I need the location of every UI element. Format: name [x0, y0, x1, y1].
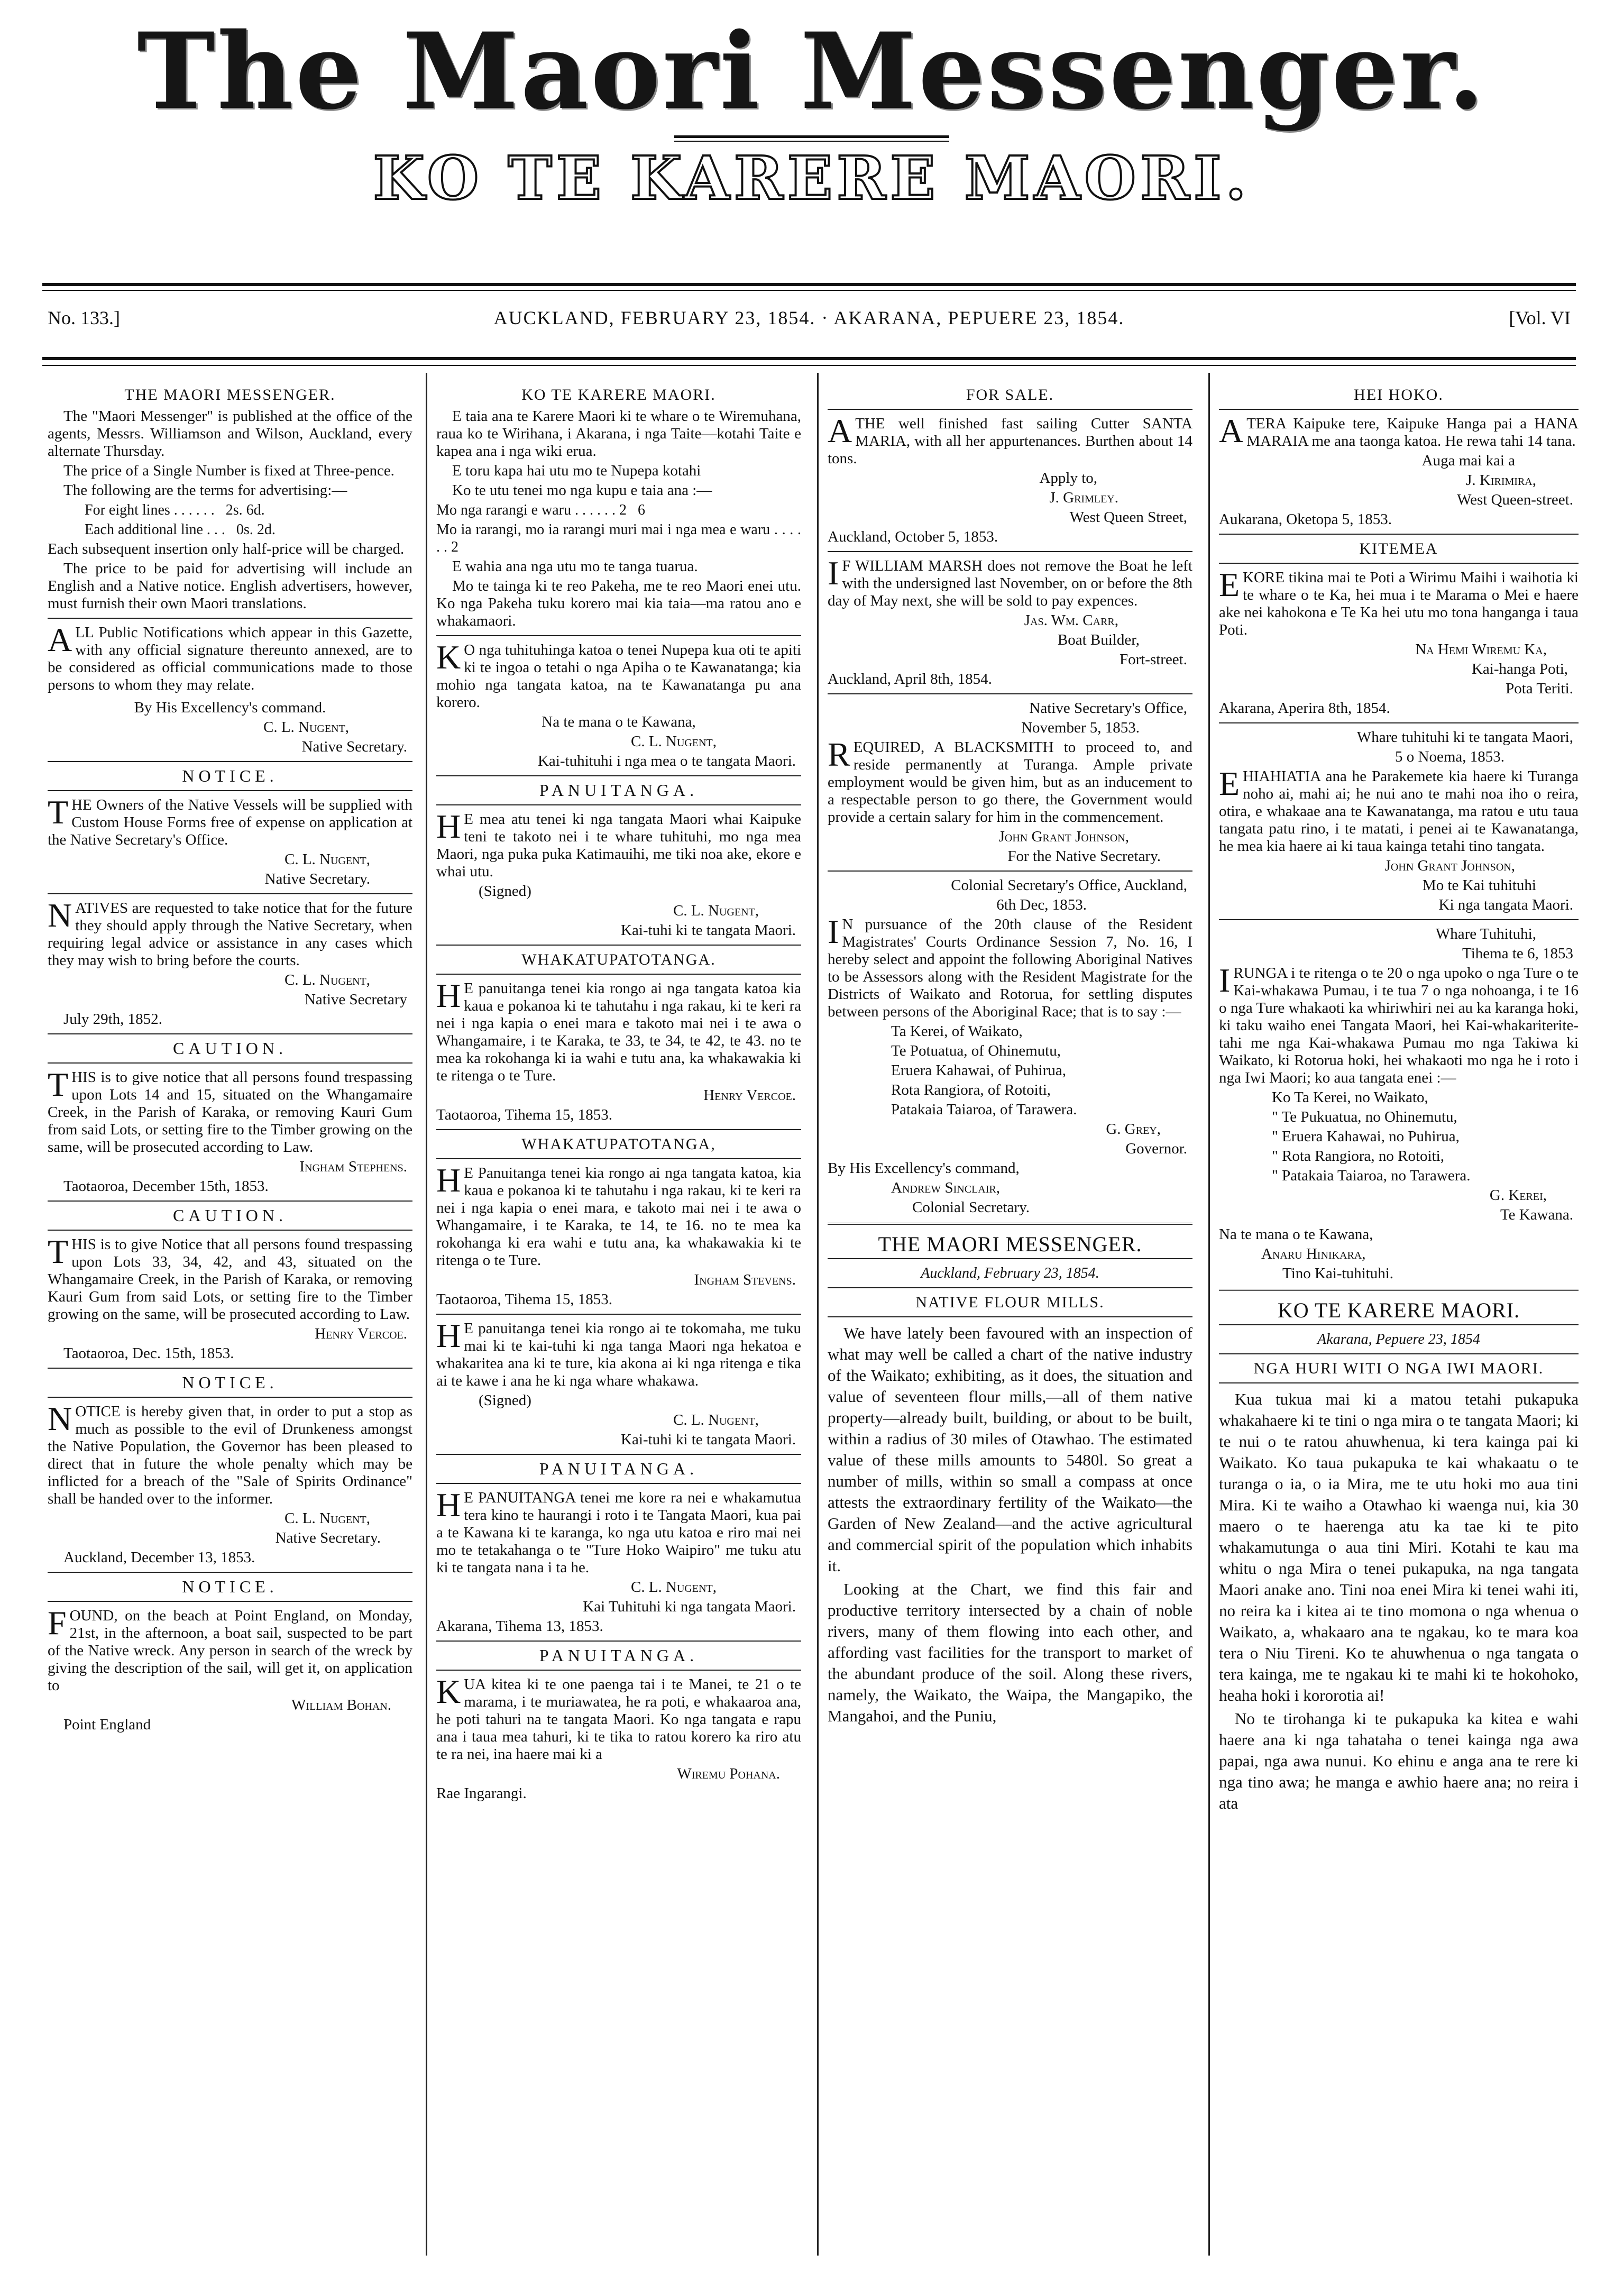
signature-title: Kai-hanga Poti, [1471, 661, 1568, 677]
signature: J. Grimley. [1049, 489, 1118, 506]
assessor-name: Rota Rangiora, of Rotoiti, [891, 1082, 1051, 1098]
signature-title: Te Kawana. [1500, 1206, 1573, 1223]
heading-panuitanga: PANUITANGA. [539, 1459, 699, 1478]
panuitanga-sail: KUA kitea ki te one paenga tai i te Manei, te 21 o te marama, i te muriawatea, he ra poti, e whakaaroa ana, he poti tahuri na te tangata Maori. Ko nga tangata e rapu ana i taua mea tahuri, ki te tika to ratou korero ka riro atu te ra nei, ina haere mai ki a [436, 1673, 801, 1763]
divider [828, 1316, 1192, 1317]
terms-text: Each subsequent insertion only half-price will be charged. [48, 540, 405, 557]
terms-intro-maori: Ko te utu tenei mo nga kupu e taia ana :— [452, 482, 712, 499]
divider [436, 1483, 801, 1484]
address: West Queen Street, [1069, 509, 1187, 526]
signed-label: (Signed) [479, 883, 531, 900]
rate-row: Mo nga rarangi e waru . . . . . . 2 6 [436, 502, 646, 518]
signature: J. Kirimira, [1466, 472, 1536, 489]
signature: John Grant Johnson, [998, 828, 1129, 845]
terms-text: The price to be paid for advertising will include an English and a Native notice. English advertisers, however, must furnish their own Maori translations. [48, 560, 412, 612]
heading-caution: CAUTION. [173, 1039, 287, 1058]
notice-natives: NATIVES are requested to take notice that for the future they should apply through the Native Secretary, when requiring legal advice or assistance in any cases which they may wish to bring before the courts. [48, 896, 412, 969]
column-rule-1 [426, 373, 427, 2256]
notice-date: Auckland, April 8th, 1854. [828, 671, 992, 688]
signature: Na Hemi Wiremu Ka, [1415, 641, 1547, 658]
divider [48, 790, 412, 791]
notice-date: Auckland, December 13, 1853. [63, 1549, 255, 1566]
address: Fort-street. [1119, 651, 1187, 668]
divider [48, 1230, 412, 1231]
divider [436, 945, 801, 946]
signature: John Grant Johnson, [1384, 857, 1515, 874]
heading-kitemea: KITEMEA [1359, 540, 1438, 557]
assessor-name: " Patakaia Taiaroa, no Tarawera. [1272, 1167, 1471, 1184]
dateline-rule-thin [42, 365, 1576, 366]
column-2 [436, 381, 801, 2263]
notice-vessels: THE Owners of the Native Vessels will be supplied with Custom House Forms free of expense on application at the Native Secretary's Office. [48, 793, 412, 848]
divider [436, 1641, 801, 1642]
signature-title: Ki nga tangata Maori. [1438, 896, 1573, 913]
divider [48, 1368, 412, 1369]
divider [1219, 919, 1579, 920]
signature-title: Native Secretary. [301, 738, 407, 755]
divider [828, 551, 1192, 552]
panuitanga-drink: HE PANUITANGA tenei me kore ra nei e whakamutua tera kino te haurangi i roto i te Tangata Maori, kua pai a te Kawana ki te karanga, ko nga utu katoa e riro mai nei mo te tetakahanga o te "Ture Hoko Waipiro" me tuku atu ki te tangata nana i ta he. [436, 1486, 801, 1576]
signature: C. L. Nugent, [284, 1510, 370, 1527]
assessor-name: Te Potuatua, of Ohinemutu, [891, 1042, 1061, 1059]
issue-date: AUCKLAND, FEBRUARY 23, 1854. · AKARANA, PEPUERE 23, 1854. [493, 307, 1125, 328]
heading-caution: CAUTION. [173, 1206, 287, 1225]
command-line: By His Excellency's command. [134, 699, 326, 716]
masthead-divider [674, 135, 949, 142]
terms-intro: The following are the terms for advertising:— [63, 482, 347, 499]
signature: Wiremu Pohana. [677, 1765, 780, 1782]
signature-title: Mo te Kai tuhituhi [1422, 877, 1536, 894]
heading-native-flour-mills: NATIVE FLOUR MILLS. [915, 1294, 1105, 1311]
notice-assessors: IN pursuance of the 20th clause of the Resident Magistrates' Courts Ordinance Session 7, No. 16, I hereby select and appoint the following Aboriginal Natives to be Assessors along with the Resident Magistrate for the Districts of Waikato and Rotorua, for settling disputes between persons of the Aboriginal Race; that is to say :— [828, 913, 1192, 1020]
top-rule [42, 283, 1576, 286]
panuitanga-vessels: HE mea atu tenei ki nga tangata Maori whai Kaipuke teni te takoto nei i te whare tuhituhi, mo nga mea Maori, nga puka puka Katimauihi, me tiki noa ake, ekore e whai utu. [436, 808, 801, 880]
address: West Queen-street. [1457, 491, 1573, 508]
editorial-paragraph: We have lately been favoured with an inspection of what may well be called a chart of the native industry of the Waikato; exhibiting, as it does, the situation and value of seventeen flour mills,—all of them native property—already built, building, or about to be built, within a radius of 30 miles of Otawhao. The estimated value of these mills amounts to 5480l. So great a number of mills, within so small a compass at once attests the extraordinary fertility of the Waikato—the Garden of New Zealand—and the active agricultural and commercial spirit of the population which inhabits it. [828, 1324, 1192, 1575]
heading-hei-hoko: HEI HOKO. [1354, 386, 1444, 404]
divider [1219, 1289, 1579, 1291]
notice-date: Taotaoroa, Dec. 15th, 1853. [63, 1345, 234, 1362]
for-sale-cutter: ATHE well finished fast sailing Cutter SANTA MARIA, with all her appurtenances. Burthen about 14 tons. [828, 412, 1192, 467]
apply-to: Apply to, [1039, 470, 1097, 487]
heading-notice: NOTICE. [182, 766, 278, 785]
signature: Ingham Stephens. [299, 1158, 407, 1175]
masthead-title-maori: KO TE KARERE MAORI. [373, 144, 1251, 213]
divider [48, 1572, 412, 1573]
signature-title: Native Secretary. [264, 870, 370, 887]
signature-title: Boat Builder, [1057, 631, 1140, 648]
notice-boat: IF WILLIAM MARSH does not remove the Boat he left with the undersigned last November, on or before the 8th day of May next, she will be sold to pay expences. [828, 554, 1192, 609]
dateline [42, 307, 1576, 338]
whakatupatotanga-14: HE Panuitanga tenei kia rongo ai nga tangata katoa, kia kaua e pokanoa ki te tahutahu i nga rakau, ki te keri ra nei i nga kapia o enei mara, e takoto mai nei i te awa o Whangamaire, i te Karaka, te 14, te 16. no te mea ka rokohanga ki era wahi e tutu ana, ka whakawakia ki te ritenga o te Ture. [436, 1161, 801, 1269]
notice-date: Taotaoroa, Tihema 15, 1853. [436, 1106, 613, 1123]
assessor-name: Ta Kerei, of Waikato, [891, 1023, 1023, 1040]
heading-maori-messenger: THE MAORI MESSENGER. [124, 386, 336, 404]
editorial-paragraph: Looking at the Chart, we find this fair and productive territory intersected by a chain of noble rivers, many of them flowing into each other, and affording vast facilities for the transport to market of the abundant produce of the soil. Along these rivers, namely, the Waikato, the Waipa, the Mangapiko, the Mangahoi, and the Puniu, [828, 1580, 1192, 1725]
office-line: Native Secretary's Office, [1029, 700, 1187, 717]
signature-title: Kai-tuhi ki te tangata Maori. [621, 922, 796, 939]
divider [828, 693, 1192, 694]
signature: C. L. Nugent, [630, 733, 717, 750]
public-notifications-maori: KO nga tuhituhinga katoa o tenei Nupepa kua oti te apiti ki te ingoa o tetahi o nga Apiha o te Kawanatanga; kia mohio nga tangata katoa, na te Kawanatanga pu ana korero. [436, 638, 801, 711]
rate-row: For eight lines . . . . . . 2s. 6d. [85, 502, 265, 518]
signature: Henry Vercoe. [703, 1087, 796, 1104]
column-3 [828, 381, 1192, 2263]
price-notice-maori: E toru kapa hai utu mo te Nupepa kotahi [452, 462, 701, 479]
divider [436, 974, 801, 975]
editorial-paragraph: Kua tukua mai ki a matou tetahi pukapuka whakahaere ki te tini o nga mira o te tangata Maori; ki te nui o te ratou ahuwhenua, ki tera kainga pai ki Waikato. Ko taua pukapuka te kai whakaatu o te turanga o ia, o ia Mira, me te utu hoki mo aua tini Mira. Ki te waiho a Otawhao ki waenga nui, kia 30 maero o te haerenga atu ka tae ki te pito whakamutunga o aua tini Miri. Kotahi te kau ma whitu o nga Mira o tenei pukapuka, na nga tangata Maori anake ano. Tini noa enei Mira ki tenei wahi iti, no reira ka i kitea ai te tino momona o nga whenua o Waikato, a, whakaaro ana te ngakau, ko te mara koa tera o Niu Tireni. Ko te ahuwhenua o nga tangata o tera kainga, me te ngakau ki te mahi ki te hokohoko, heaha hoki i kororotia ai! [1219, 1390, 1579, 1704]
assessor-name: " Te Pukuatua, no Ohinemutu, [1272, 1108, 1457, 1125]
signature-title: Native Secretary [304, 991, 407, 1008]
apply-to: Auga mai kai a [1421, 452, 1515, 469]
divider [48, 1397, 412, 1398]
assessor-name: " Rota Rangiora, no Rotoiti, [1272, 1148, 1444, 1165]
column-1 [48, 381, 412, 2263]
divider [828, 1287, 1192, 1288]
masthead-title-english: The Maori Messenger. [137, 10, 1487, 133]
command-line: Na te mana o te Kawana, [542, 713, 696, 730]
divider [48, 893, 412, 894]
divider [828, 870, 1192, 872]
notice-date: Auckland, October 5, 1853. [828, 528, 998, 545]
signature-title: For the Native Secretary. [1007, 848, 1161, 865]
signature-title: Kai-tuhi ki te tangata Maori. [621, 1431, 796, 1448]
signature: C. L. Nugent, [284, 972, 370, 988]
divider [436, 1454, 801, 1455]
divider [828, 1258, 1192, 1259]
divider [1219, 563, 1579, 564]
signature: Henry Vercoe. [315, 1325, 407, 1342]
heading-notice: NOTICE. [182, 1577, 278, 1596]
issue-number: No. 133.] [48, 307, 120, 328]
top-rule-thin [42, 290, 1576, 291]
notice-date: Taotaoroa, December 15th, 1853. [63, 1178, 269, 1195]
signature: G. Kerei, [1489, 1187, 1547, 1204]
heading-whakatupatotanga: WHAKATUPATOTANGA, [521, 1135, 716, 1153]
notice-place: Rae Ingarangi. [436, 1785, 527, 1802]
editorial-dateline: Akarana, Pepuere 23, 1854 [1317, 1331, 1480, 1348]
heading-notice: NOTICE. [182, 1373, 278, 1392]
divider [48, 1200, 412, 1202]
divider [436, 1670, 801, 1671]
divider [828, 409, 1192, 410]
heading-karere-maori-editorial: KO TE KARERE MAORI. [1277, 1298, 1520, 1322]
caution-lots-33: THIS is to give Notice that all persons found trespassing upon Lots 33, 34, 42, and 43, situated on the Whangamaire Creek, in the Parish of Karaka, or removing Kauri Gum from said Lots, or setting fire to the Timber growing on the same, will be prosecuted according to Law. [48, 1233, 412, 1323]
heading-panuitanga: PANUITANGA. [539, 781, 699, 800]
assessor-name: Eruera Kahawai, of Puhirua, [891, 1062, 1066, 1079]
divider [436, 775, 801, 776]
signature: C. L. Nugent, [673, 1412, 759, 1428]
command-line: Na te mana o te Kawana, [1219, 1226, 1373, 1243]
price-notice: The price of a Single Number is fixed at Three-pence. [63, 462, 394, 479]
notice-date: Taotaoroa, Tihema 15, 1853. [436, 1291, 613, 1308]
divider [436, 1158, 801, 1159]
divider [1219, 722, 1579, 723]
divider [1219, 1353, 1579, 1354]
notice-date: Akarana, Aperira 8th, 1854. [1219, 700, 1390, 717]
divider [436, 1129, 801, 1130]
divider [436, 635, 801, 636]
heading-for-sale: FOR SALE. [966, 386, 1054, 404]
signature: William Bohan. [291, 1697, 391, 1713]
divider [1219, 409, 1579, 410]
notice-found-sail: FOUND, on the beach at Point England, on Monday, 21st, in the afternoon, a boat sail, suspected to be part of the Native wreck. Any person in search of the wreck by giving the description of the sail, will get it, on application to [48, 1604, 412, 1694]
signature: Ingham Stevens. [694, 1271, 796, 1288]
signature-title: Native Secretary. [275, 1529, 381, 1546]
notice-date: Akarana, Tihema 13, 1853. [436, 1618, 603, 1635]
divider [1219, 1382, 1579, 1383]
divider [48, 1601, 412, 1602]
signature-title: Kai Tuhituhi ki nga tangata Maori. [583, 1598, 796, 1615]
signature: C. L. Nugent, [263, 719, 349, 736]
editorial-dateline: Auckland, February 23, 1854. [921, 1265, 1099, 1281]
divider [436, 1314, 801, 1315]
terms-text-maori: Mo te tainga ki te reo Pakeha, me te reo Maori enei utu. Ko nga Pakeha tuku korero mai kia taia—ma ratou ano e whakamaori. [436, 578, 801, 629]
signature: G. Grey, [1106, 1121, 1161, 1138]
rate-row: Mo ia rarangi, mo ia rarangi muri mai i nga mea e waru . . . . . . 2 [436, 521, 801, 555]
whakatupatotanga-33: HE panuitanga tenei kia rongo ai nga tangata katoa kia kaua e pokanoa ki te tahutahu i nga rakau, ki te keri ra nei i nga kapia o enei mara e takoto mai nei i te awa o Whangamaire, i te Karaka, te 33, te 34, te 42, te 43. no te mea ka rokohanga ki ia wahi e tutu ana, ka whakawakia ki te ritenga o te Ture. [436, 977, 801, 1084]
signed-label: (Signed) [479, 1392, 531, 1409]
divider [48, 1033, 412, 1034]
notice-date: July 29th, 1852. [63, 1011, 162, 1028]
signature: C. L. Nugent, [630, 1579, 717, 1596]
notice-kai-whakariterite: IRUNGA i te ritenga o te 20 o nga upoko o nga Ture o te Kai-whakawa Pumau, i te tua 7 o nga nohoanga, i te 16 o nga Ture whakaoti ka whiriwhiri nei au ka karanga hoki, ki taku waiho enei Tangata Maori, hei Kai-whakariterite-tahi me nga Kai-whakawa Pumau mo nga Takiwa ki Waikato, ki Rotorua hoki, hei whakaoti mo nga he i roto i nga Iwi Maori; ko aua tangata enei :— [1219, 961, 1579, 1086]
panuitanga-fines: HE panuitanga tenei kia rongo ai te tokomaha, me tuku mai ki te kai-tuhi ki nga tanga Maori nga hekatoa e whakaritea ana ki te ture, kia akona ai ki nga ritenga e tika ai te kawe i ana he ki nga whare whakawa. [436, 1317, 801, 1389]
command-line: By His Excellency's command, [828, 1160, 1020, 1177]
signature-title: Kai-tuhituhi i nga mea o te tangata Maori. [537, 753, 796, 769]
publication-notice: The "Maori Messenger" is published at the office of the agents, Messrs. Williamson and Wilson, Auckland, every alternate Thursday. [48, 408, 412, 460]
public-notifications: ALL Public Notifications which appear in this Gazette, with any official signature thereunto annexed, are to be considered as official communications made to those persons to whom they may relate. [48, 621, 412, 693]
column-rule-2 [817, 373, 819, 2256]
notice-date: Tihema te 6, 1853 [1462, 945, 1573, 962]
dateline-rule [42, 357, 1576, 360]
office-line: Colonial Secretary's Office, Auckland, [951, 877, 1187, 894]
signature-title: Tino Kai-tuhituhi. [1282, 1265, 1394, 1282]
divider [1219, 534, 1579, 535]
kitemea-boat: EKORE tikina mai te Poti a Wirimu Maihi i waihotia ki te whare o te Ka, hei mua i te Marama o Mei e haere ake nei kahokona e Te Ka hei utu mo tona hanganga i taua Poti. [1219, 566, 1579, 638]
address: Pota Teriti. [1506, 680, 1573, 697]
column-4 [1219, 381, 1579, 2263]
divider [828, 1223, 1192, 1225]
column-rule-3 [1208, 373, 1210, 2256]
heading-karere-maori: KO TE KARERE MAORI. [521, 386, 716, 404]
signature-title: Governor. [1125, 1140, 1187, 1157]
divider [1219, 1324, 1579, 1325]
masthead [63, 10, 1560, 213]
divider [48, 1062, 412, 1064]
notice-date: 5 o Noema, 1853. [1395, 748, 1504, 765]
notice-parakemete: EHIAHIATIA ana he Parakemete kia haere ki Turanga noho ai, mahi ai; he nui ano te mahi noa iho o reira, otira, e whakaae ana te Kawanatanga, ma ratou e utu taua tangata patu rino, i te matati, i penei ai te Kawanatanga, he mea kia haere ai ki taua kainga tetahi tino tangata. [1219, 765, 1579, 855]
heading-whakatupatotanga: WHAKATUPATOTANGA. [521, 951, 716, 968]
terms-text-maori: E wahia ana nga utu mo te tanga tuarua. [452, 558, 698, 575]
notice-drunkenness: NOTICE is hereby given that, in order to put a stop as much as possible to the evil of Drunkeness amongst the Native Population, the Governor has been pleased to direct that in future the whole penalty which may be inflicted for a breach of the "Sale of Spirits Ordinance" shall be handed over to the informer. [48, 1400, 412, 1507]
office-line: Whare Tuhituhi, [1435, 925, 1536, 942]
heading-maori-messenger-editorial: THE MAORI MESSENGER. [878, 1232, 1142, 1256]
heading-nga-huri-witi: NGA HURI WITI O NGA IWI MAORI. [1253, 1360, 1544, 1377]
notice-place: Point England [63, 1716, 151, 1733]
signature: C. L. Nugent, [284, 851, 370, 868]
volume-number: [Vol. VI [1509, 307, 1571, 328]
notice-blacksmith: REQUIRED, A BLACKSMITH to proceed to, and reside permanently at Turanga. Ample private employment would be given him, but as an inducement to a respectable person to go there, the Government would provide a certain salary for him in the commencement. [828, 736, 1192, 826]
publication-notice-maori: E taia ana te Karere Maori ki te whare o te Wiremuhana, raua ko te Wirihana, i Akarana, i nga Taite—kotahi Taite e kapea ana i nga wiki erua. [436, 408, 801, 460]
signature: Andrew Sinclair, [891, 1179, 1000, 1196]
notice-date: November 5, 1853. [1021, 719, 1140, 736]
assessor-name: Ko Ta Kerei, no Waikato, [1272, 1089, 1428, 1106]
signature: C. L. Nugent, [673, 902, 759, 919]
divider [48, 618, 412, 619]
heading-panuitanga: PANUITANGA. [539, 1646, 699, 1665]
editorial-paragraph: No te tirohanga ki te pukapuka ka kitea e wahi haere ana ki nga tahataha o tenei kainga nga awa papai, nga awa nunui. Ko ehinu e anga ana te rere ki nga tino awa; he manga e awhio haere ana; no reira i ata [1219, 1709, 1579, 1812]
assessor-name: Patakaia Taiaroa, of Tarawera. [891, 1101, 1077, 1118]
assessor-name: " Eruera Kahawai, no Puhirua, [1272, 1128, 1460, 1145]
caution-lots-14: THIS is to give notice that all persons found trespassing upon Lots 14 and 15, situated on the Whangamaire Creek, in the Parish of Karaka, or removing Kauri Gum from said Lots, or setting fire to the Timber growing on the same, will be prosecuted according to Law. [48, 1066, 412, 1156]
divider [436, 804, 801, 805]
divider [48, 761, 412, 762]
office-line: Whare tuhituhi ki te tangata Maori, [1356, 729, 1573, 746]
notice-date: Aukarana, Oketopa 5, 1853. [1219, 511, 1392, 528]
signature: Anaru Hinikara, [1261, 1245, 1366, 1262]
signature: Jas. Wm. Carr, [1024, 612, 1118, 629]
signature-title: Colonial Secretary. [912, 1199, 1030, 1216]
notice-date: 6th Dec, 1853. [996, 896, 1087, 913]
rate-row: Each additional line . . . 0s. 2d. [85, 521, 276, 538]
hei-hoko-cutter: ATERA Kaipuke tere, Kaipuke Hanga pai a HANA MARAIA me ana taonga katoa. He rewa tahi 14 tana. [1219, 412, 1579, 450]
